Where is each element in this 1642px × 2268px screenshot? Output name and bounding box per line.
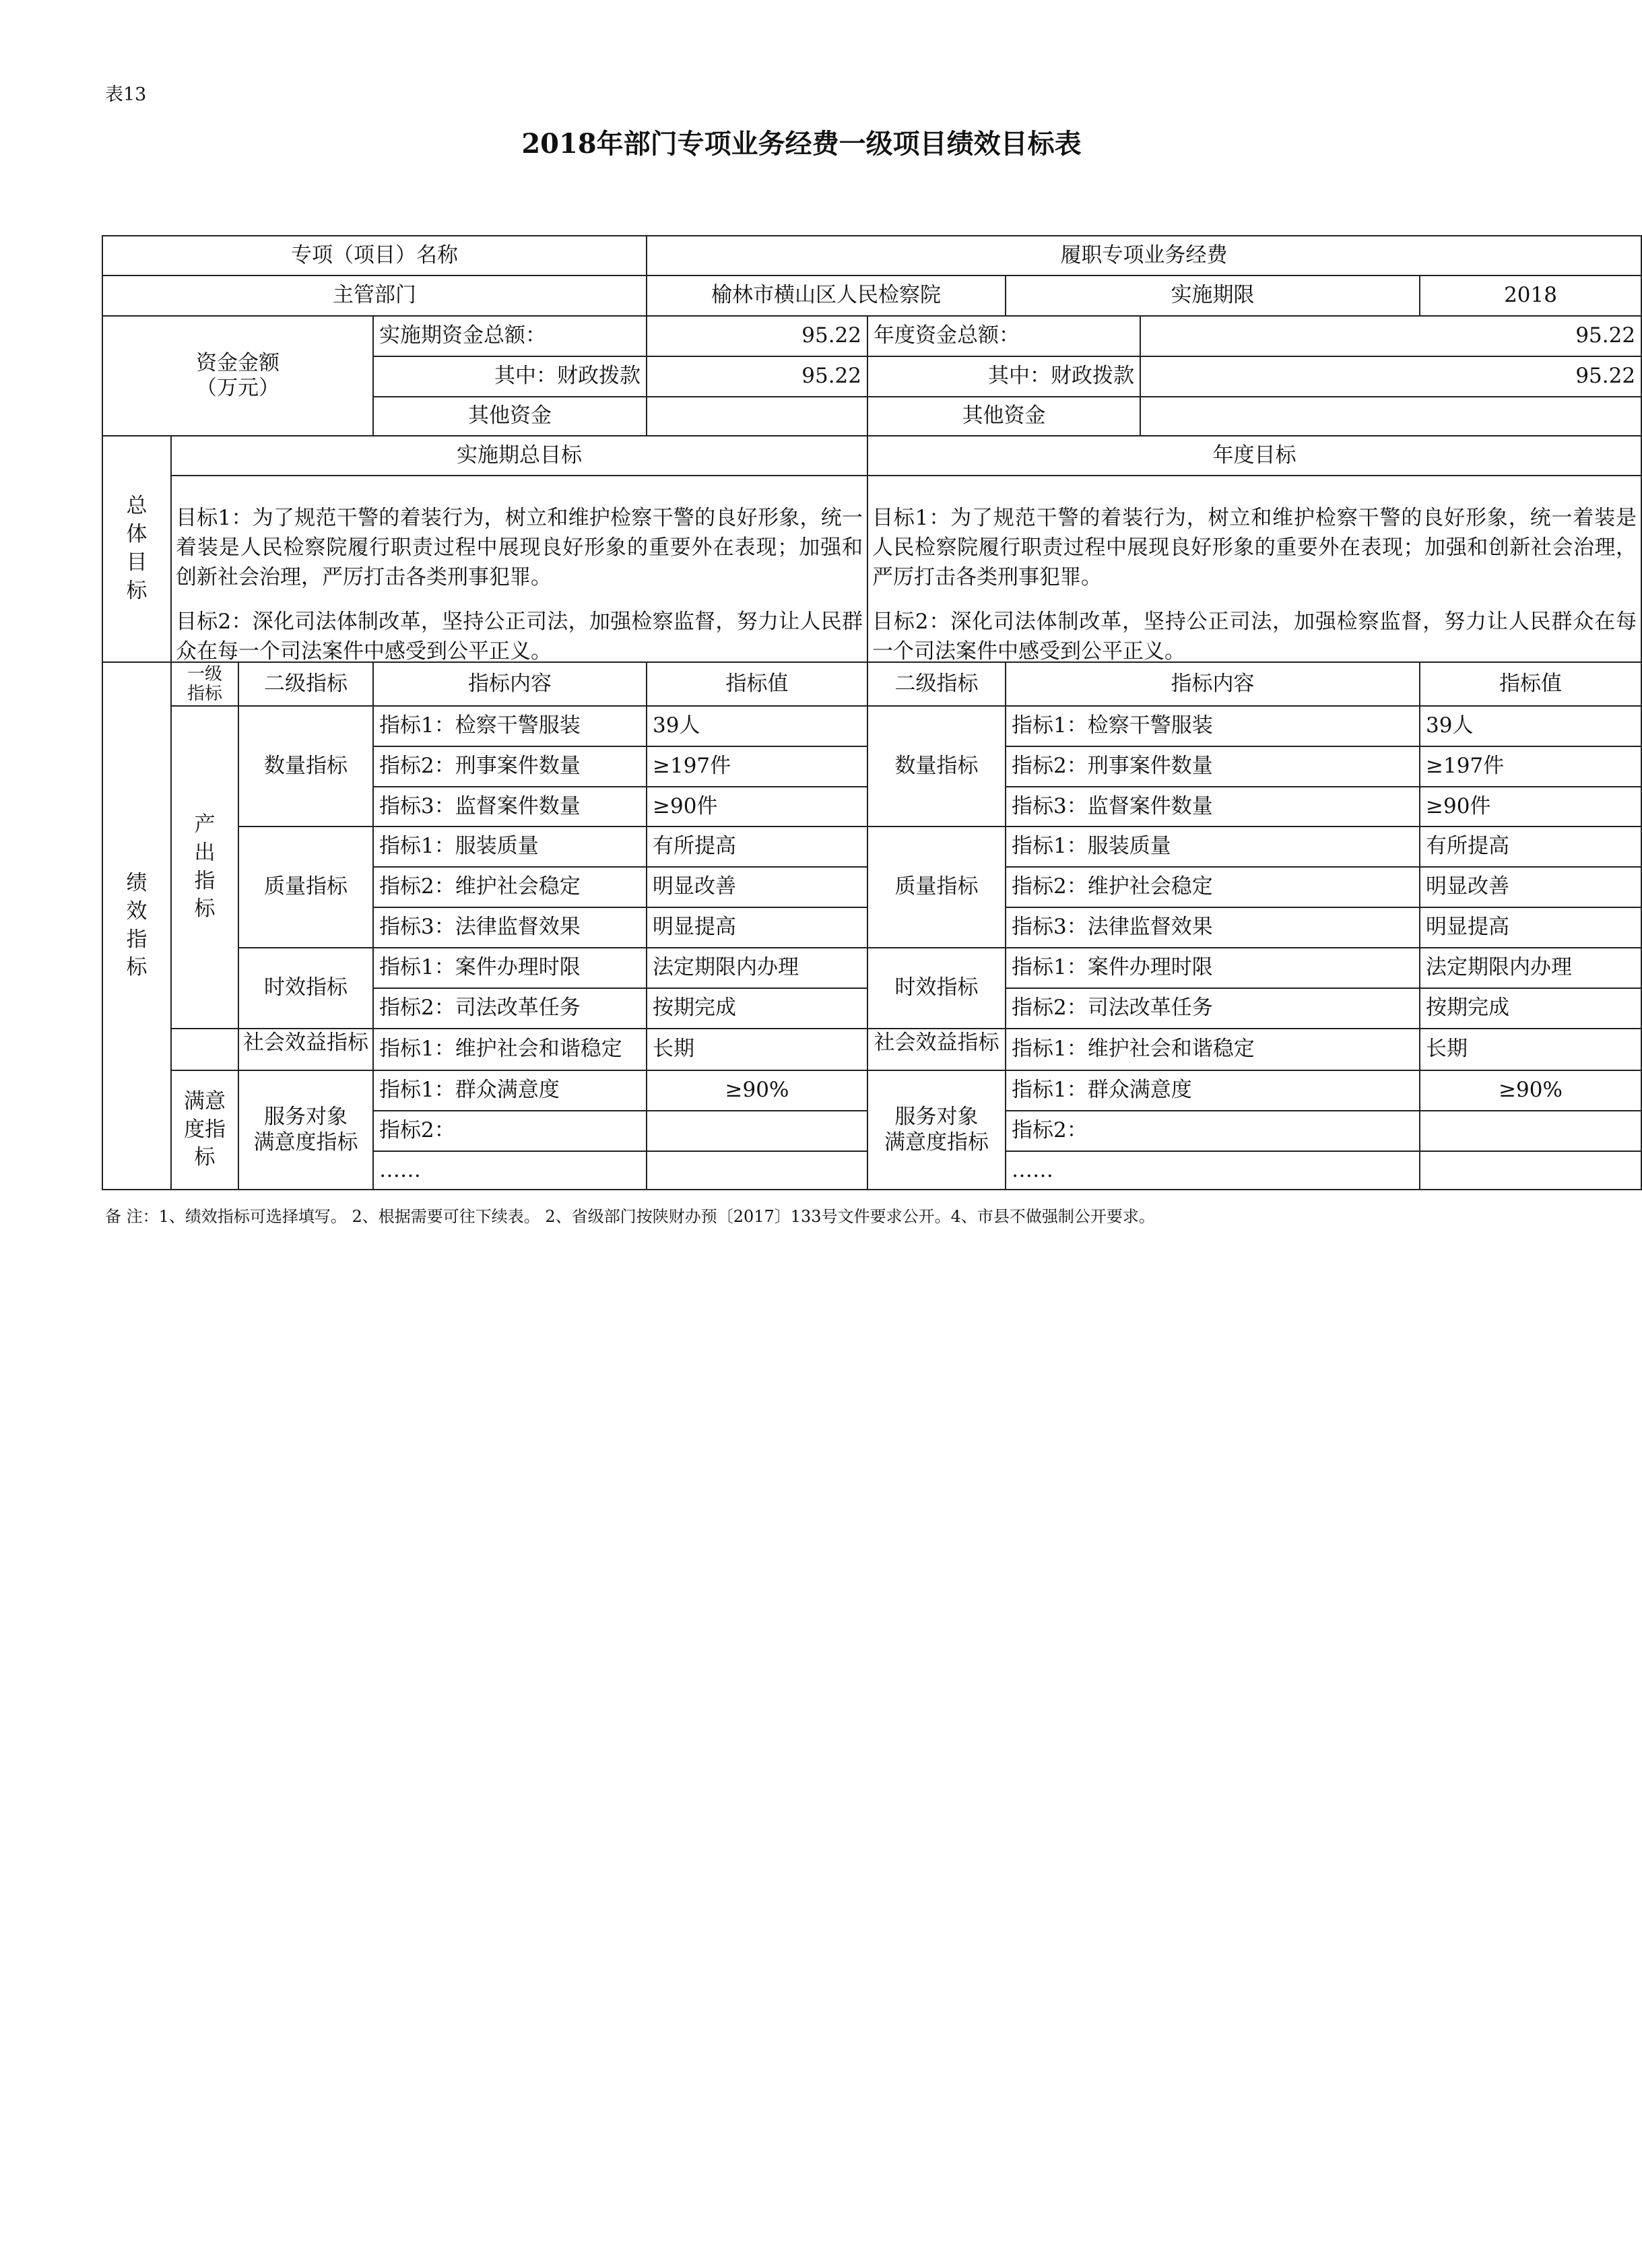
department-label: 主管部门: [102, 276, 647, 316]
impl-goals-text: [171, 476, 867, 662]
satisfaction-2-value-right: [1420, 1111, 1641, 1151]
funds-label-line1: 资金金额: [196, 350, 280, 375]
impl-total-label: 实施期资金总额：: [373, 316, 647, 356]
social-1-value-left: 长期: [647, 1029, 867, 1070]
quantity-3-left: 指标3：监督案件数量: [373, 787, 647, 827]
level1-header: 一级指标: [171, 662, 238, 706]
impl-goal-2: 目标2：深化司法体制改革，坚持公正司法，加强检察监督，努力让人民群众在每一个司法案件中感受到公平正义。: [176, 610, 863, 663]
timeliness-2-value-left: 按期完成: [647, 988, 867, 1029]
overall-goals-label: 总体目标: [102, 436, 171, 662]
quality-2-value-left: 明显改善: [647, 867, 867, 907]
quality-2-value-right: 明显改善: [1420, 867, 1641, 907]
content-header-left: 指标内容: [373, 662, 647, 706]
social-1-value-right: 长期: [1420, 1029, 1641, 1070]
satisfaction-1-value-right: ≥90%: [1420, 1070, 1641, 1111]
satisfaction-3-value-left: [647, 1151, 867, 1190]
year-goals-text: [867, 476, 1641, 662]
timeliness-1-left: 指标1：案件办理时限: [373, 948, 647, 988]
quantity-label-right: 数量指标: [867, 706, 1006, 827]
impl-fiscal-label: 其中：财政拨款: [373, 356, 647, 397]
performance-target-table: [102, 235, 1642, 1190]
quantity-1-right: 指标1：检察干警服装: [1006, 706, 1420, 746]
social-1-right: 指标1：维护社会和谐稳定: [1006, 1029, 1420, 1070]
impl-total-value: 95.22: [647, 316, 867, 356]
level2-header-right: 二级指标: [867, 662, 1006, 706]
quantity-label-left: 数量指标: [238, 706, 373, 827]
satisfaction-1-right: 指标1：群众满意度: [1006, 1070, 1420, 1111]
quality-2-right: 指标2：维护社会稳定: [1006, 867, 1420, 907]
quantity-3-right: 指标3：监督案件数量: [1006, 787, 1420, 827]
table-number: 表13: [105, 84, 147, 105]
year-other-label: 其他资金: [867, 397, 1140, 436]
impl-goals-header: 实施期总目标: [171, 436, 867, 476]
quality-1-left: 指标1：服装质量: [373, 827, 647, 867]
social-label-right: 社会效益指标: [867, 1029, 1006, 1070]
period-label: 实施期限: [1006, 276, 1420, 316]
quantity-2-value-left: ≥197件: [647, 746, 867, 787]
output-indicators-label: 产出指标: [171, 706, 238, 1029]
satisfaction-2-right: 指标2：: [1006, 1111, 1420, 1151]
year-goal-1: 目标1：为了规范干警的着装行为，树立和维护检察干警的良好形象，统一着装是人民检察院履行职责过程中展现良好形象的重要外在表现；加强和创新社会治理，严厉打击各类刑事犯罪。: [872, 506, 1637, 589]
impl-fiscal-value: 95.22: [647, 356, 867, 397]
satisfaction-label: 满意度指标: [171, 1070, 238, 1190]
year-goals-header: 年度目标: [867, 436, 1641, 476]
footnote: 备 注：1、绩效指标可选择填写。 2、根据需要可往下续表。 2、省级部门按陕财办预〔2017〕133号文件要求公开。4、市县不做强制公开要求。: [105, 1207, 1155, 1226]
department-value: 榆林市横山区人民检察院: [647, 276, 1006, 316]
year-fiscal-value: 95.22: [1140, 356, 1641, 397]
impl-goal-1: 目标1：为了规范干警的着装行为，树立和维护检察干警的良好形象，统一着装是人民检察院履行职责过程中展现良好形象的重要外在表现；加强和创新社会治理，严厉打击各类刑事犯罪。: [176, 506, 863, 589]
year-goal-2: 目标2：深化司法体制改革，坚持公正司法，加强检察监督，努力让人民群众在每一个司法案件中感受到公平正义。: [872, 610, 1637, 663]
service-satisfaction-label-left: 服务对象 满意度指标: [238, 1070, 373, 1190]
quantity-3-value-right: ≥90件: [1420, 787, 1641, 827]
impl-other-value: [647, 397, 867, 436]
timeliness-1-value-right: 法定期限内办理: [1420, 948, 1641, 988]
quantity-2-left: 指标2：刑事案件数量: [373, 746, 647, 787]
satisfaction-3-value-right: [1420, 1151, 1641, 1190]
social-label-left: 社会效益指标: [238, 1029, 373, 1070]
year-total-value: 95.22: [1140, 316, 1641, 356]
level2-header-left: 二级指标: [238, 662, 373, 706]
timeliness-2-left: 指标2：司法改革任务: [373, 988, 647, 1029]
content-header-right: 指标内容: [1006, 662, 1420, 706]
quality-3-left: 指标3：法律监督效果: [373, 907, 647, 948]
satisfaction-3-right: ……: [1006, 1151, 1420, 1190]
quantity-3-value-left: ≥90件: [647, 787, 867, 827]
satisfaction-3-left: ……: [373, 1151, 647, 1190]
timeliness-1-value-left: 法定期限内办理: [647, 948, 867, 988]
social-1-left: 指标1：维护社会和谐稳定: [373, 1029, 647, 1070]
quality-3-value-right: 明显提高: [1420, 907, 1641, 948]
quality-1-value-right: 有所提高: [1420, 827, 1641, 867]
page-title: 2018年部门专项业务经费一级项目绩效目标表: [521, 128, 1082, 160]
quality-1-right: 指标1：服装质量: [1006, 827, 1420, 867]
satisfaction-1-left: 指标1：群众满意度: [373, 1070, 647, 1111]
funds-label-line2: （万元）: [196, 376, 280, 400]
timeliness-2-value-right: 按期完成: [1420, 988, 1641, 1029]
satisfaction-1-value-left: ≥90%: [647, 1070, 867, 1111]
quality-1-value-left: 有所提高: [647, 827, 867, 867]
timeliness-label-right: 时效指标: [867, 948, 1006, 1029]
project-name-value: 履职专项业务经费: [647, 236, 1641, 276]
impl-other-label: 其他资金: [373, 397, 647, 436]
year-other-value: [1140, 397, 1641, 436]
quantity-1-value-left: 39人: [647, 706, 867, 746]
quantity-2-right: 指标2：刑事案件数量: [1006, 746, 1420, 787]
year-total-label: 年度资金总额：: [867, 316, 1140, 356]
timeliness-label-left: 时效指标: [238, 948, 373, 1029]
funds-label: [102, 316, 373, 436]
quality-2-left: 指标2：维护社会稳定: [373, 867, 647, 907]
quantity-1-value-right: 39人: [1420, 706, 1641, 746]
quantity-2-value-right: ≥197件: [1420, 746, 1641, 787]
value-header-left: 指标值: [647, 662, 867, 706]
service-satisfaction-label-right: 服务对象 满意度指标: [867, 1070, 1006, 1190]
project-name-label: 专项（项目）名称: [102, 236, 647, 276]
value-header-right: 指标值: [1420, 662, 1641, 706]
quality-3-right: 指标3：法律监督效果: [1006, 907, 1420, 948]
satisfaction-2-value-left: [647, 1111, 867, 1151]
timeliness-1-right: 指标1：案件办理时限: [1006, 948, 1420, 988]
quality-label-right: 质量指标: [867, 827, 1006, 948]
quality-label-left: 质量指标: [238, 827, 373, 948]
timeliness-2-right: 指标2：司法改革任务: [1006, 988, 1420, 1029]
performance-indicators-label: 绩效指标: [102, 662, 171, 1190]
quality-3-value-left: 明显提高: [647, 907, 867, 948]
year-fiscal-label: 其中：财政拨款: [867, 356, 1140, 397]
quantity-1-left: 指标1：检察干警服装: [373, 706, 647, 746]
satisfaction-2-left: 指标2：: [373, 1111, 647, 1151]
period-value: 2018: [1420, 276, 1641, 316]
social-level1-empty: [171, 1029, 238, 1070]
